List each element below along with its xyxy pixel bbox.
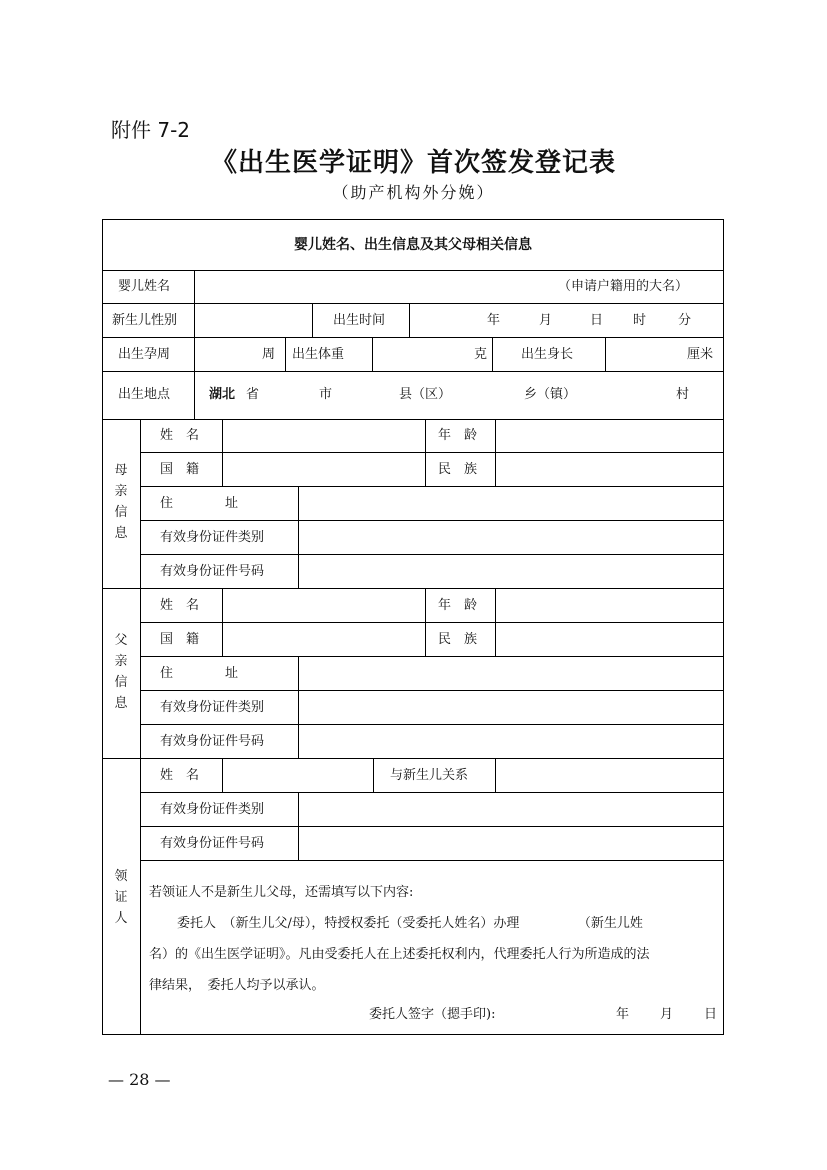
mother-address-field[interactable] (299, 487, 723, 519)
birth-time-field[interactable] (410, 304, 723, 336)
proxy-note-line3: 名）的《出生医学证明》。凡由受委托人在上述委托权利内，代理委托人行为所造成的法 (149, 947, 650, 962)
recipient-id-type-label: 有效身份证件类别 (160, 802, 265, 817)
page-number: — 28 — (108, 1070, 171, 1089)
gestation-unit: 周 (262, 347, 276, 362)
recipient-id-number-label: 有效身份证件号码 (160, 836, 265, 851)
place-field[interactable] (195, 372, 723, 418)
length-unit: 厘米 (687, 347, 714, 362)
mother-ethnicity-label: 民 族 (438, 462, 478, 477)
attachment-label: 附件 7-2 (111, 118, 191, 142)
father-ethnicity-label: 民 族 (438, 632, 478, 647)
father-name-label: 姓 名 (160, 598, 200, 613)
recipient-relation-field[interactable] (496, 759, 723, 791)
father-id-number-field[interactable] (299, 725, 723, 757)
page-title: 《出生医学证明》首次签发登记表 (210, 148, 616, 178)
minute-unit: 分 (678, 313, 692, 328)
weight-label: 出生体重 (292, 347, 345, 362)
proxy-note-line2: 委托人 （新生儿父/母），特授权委托（受委托人姓名）办理 （新生儿姓 (177, 916, 643, 931)
place-label: 出生地点 (118, 387, 171, 402)
father-section-label: 父亲信息 (114, 633, 128, 711)
registration-form (102, 219, 724, 1035)
proxy-note-line1: 若领证人不是新生儿父母，还需填写以下内容: (149, 885, 414, 900)
father-id-type-label: 有效身份证件类别 (160, 700, 265, 715)
mother-name-label: 姓 名 (160, 428, 200, 443)
father-age-label: 年 龄 (438, 598, 478, 613)
recipient-id-type-field[interactable] (299, 793, 723, 825)
mother-id-type-field[interactable] (299, 521, 723, 553)
day-unit: 日 (590, 313, 604, 328)
signature-year-unit: 年 (616, 1007, 630, 1022)
father-id-type-field[interactable] (299, 691, 723, 723)
birth-time-label: 出生时间 (333, 313, 386, 328)
mother-ethnicity-field[interactable] (496, 453, 723, 485)
village-unit: 村 (676, 387, 690, 402)
father-nationality-field[interactable] (223, 623, 424, 655)
mother-section-label: 母亲信息 (114, 463, 128, 541)
recipient-id-number-field[interactable] (299, 827, 723, 859)
baby-name-hint: （申请户籍用的大名） (558, 279, 689, 294)
weight-unit: 克 (474, 347, 488, 362)
mother-age-label: 年 龄 (438, 428, 478, 443)
mother-id-number-label: 有效身份证件号码 (160, 564, 265, 579)
mother-nationality-field[interactable] (223, 453, 424, 485)
town-unit: 乡（镇） (524, 387, 577, 402)
mother-address-label: 住 址 (160, 496, 239, 511)
baby-name-label: 婴儿姓名 (118, 279, 171, 294)
father-id-number-label: 有效身份证件号码 (160, 734, 265, 749)
recipient-relation-label: 与新生儿关系 (390, 768, 469, 783)
father-address-field[interactable] (299, 657, 723, 689)
proxy-note-line4: 律结果， 委托人均予以承认。 (149, 978, 325, 993)
recipient-name-label: 姓 名 (160, 768, 200, 783)
father-name-field[interactable] (223, 589, 424, 621)
mother-nationality-label: 国 籍 (160, 462, 200, 477)
sex-field[interactable] (195, 304, 311, 336)
sex-label: 新生儿性别 (112, 313, 178, 328)
month-unit: 月 (539, 313, 553, 328)
father-ethnicity-field[interactable] (496, 623, 723, 655)
gestation-label: 出生孕周 (118, 347, 171, 362)
signature-month-unit: 月 (660, 1007, 674, 1022)
mother-id-type-label: 有效身份证件类别 (160, 530, 265, 545)
province-value: 湖北 (209, 387, 236, 402)
city-unit: 市 (319, 387, 333, 402)
recipient-name-field[interactable] (223, 759, 372, 791)
province-unit: 省 (246, 387, 260, 402)
mother-age-field[interactable] (496, 420, 723, 452)
father-age-field[interactable] (496, 589, 723, 621)
recipient-section-label: 领证人 (114, 869, 128, 926)
father-nationality-label: 国 籍 (160, 632, 200, 647)
mother-id-number-field[interactable] (299, 555, 723, 587)
father-address-label: 住 址 (160, 666, 239, 681)
county-unit: 县（区） (399, 387, 452, 402)
mother-name-field[interactable] (223, 420, 424, 452)
section-heading: 婴儿姓名、出生信息及其父母相关信息 (294, 237, 532, 253)
hour-unit: 时 (633, 313, 647, 328)
length-label: 出生身长 (521, 347, 574, 362)
year-unit: 年 (487, 313, 501, 328)
signature-day-unit: 日 (704, 1007, 718, 1022)
signature-label: 委托人签字（摁手印): (369, 1007, 496, 1022)
signature-field[interactable] (515, 1000, 611, 1026)
page-subtitle: （助产机构外分娩） (332, 183, 495, 202)
